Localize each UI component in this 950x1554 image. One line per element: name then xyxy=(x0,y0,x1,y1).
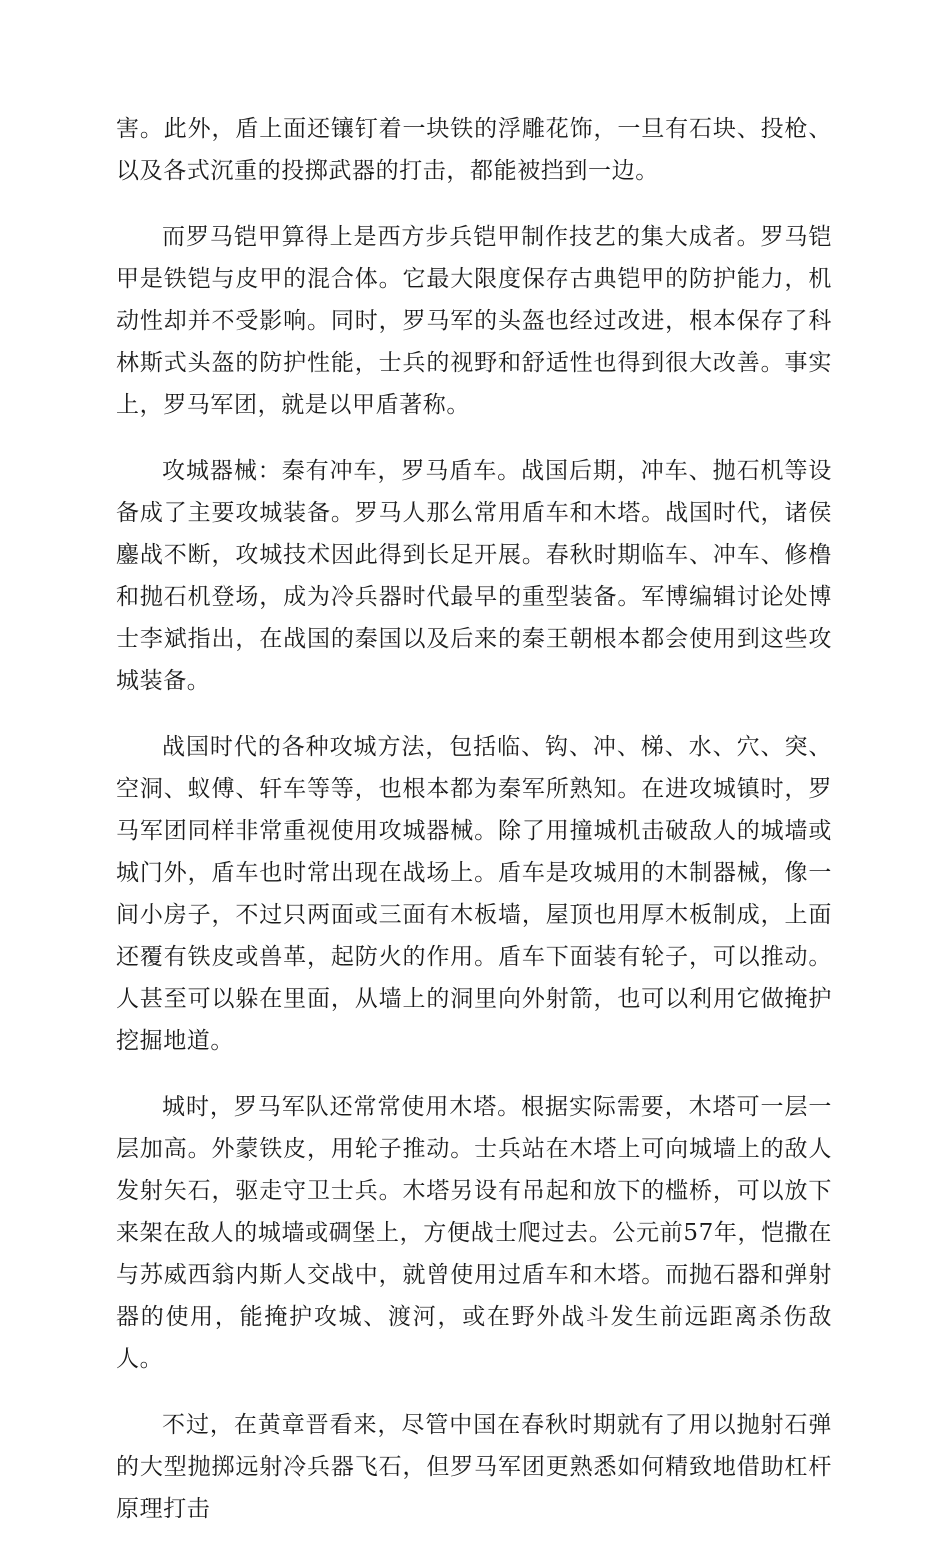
paragraph-shield-decoration: 害。此外，盾上面还镶钉着一块铁的浮雕花饰，一旦有石块、投枪、以及各式沉重的投掷武器的打击，都能被挡到一边。 xyxy=(116,116,832,184)
paragraph-wooden-towers: 城时，罗马军队还常常使用木塔。根据实际需要，木塔可一层一层加高。外蒙铁皮，用轮子推动。士兵站在木塔上可向城墙上的敌人发射矢石，驱走守卫士兵。木塔另设有吊起和放下的槛桥，可以放下来架在敌人的城墙或碉堡上，方便战士爬过去。公元前57年，恺撒在与苏威西翁内斯人交战中，就曾使用过盾车和木塔。而抛石器和弹射器的使用，能掩护攻城、渡河，或在野外战斗发生前远距离杀伤敌人。 xyxy=(116,1094,832,1372)
document-body xyxy=(116,108,832,1554)
paragraph-siege-equipment: 攻城器械：秦有冲车，罗马盾车。战国后期，冲车、抛石机等设备成了主要攻城装备。罗马人那么常用盾车和木塔。战国时代，诸侯鏖战不断，攻城技术因此得到长足开展。春秋时期临车、冲车、修橹和抛石机登场，成为冷兵器时代最早的重型装备。军博编辑讨论处博士李斌指出，在战国的秦国以及后来的秦王朝根本都会使用到这些攻城装备。 xyxy=(116,458,832,694)
paragraph-catapults: 不过，在黄章晋看来，尽管中国在春秋时期就有了用以抛射石弹的大型抛掷远射冷兵器飞石，但罗马军团更熟悉如何精致地借助杠杆原理打击 xyxy=(116,1412,832,1522)
paragraph-siege-methods: 战国时代的各种攻城方法，包括临、钩、冲、梯、水、穴、突、空洞、蚁傅、轩车等等，也根本都为秦军所熟知。在进攻城镇时，罗马军团同样非常重视使用攻城器械。除了用撞城机击破敌人的城墙或城门外，盾车也时常出现在战场上。盾车是攻城用的木制器械，像一间小房子，不过只两面或三面有木板墙，屋顶也用厚木板制成，上面还覆有铁皮或兽革，起防火的作用。盾车下面装有轮子，可以推动。人甚至可以躲在里面，从墙上的洞里向外射箭，也可以利用它做掩护挖掘地道。 xyxy=(116,734,832,1054)
paragraph-roman-armor: 而罗马铠甲算得上是西方步兵铠甲制作技艺的集大成者。罗马铠甲是铁铠与皮甲的混合体。它最大限度保存古典铠甲的防护能力，机动性却并不受影响。同时，罗马军的头盔也经过改进，根本保存了科林斯式头盔的防护性能，士兵的视野和舒适性也得到很大改善。事实上，罗马军团，就是以甲盾著称。 xyxy=(116,224,832,418)
